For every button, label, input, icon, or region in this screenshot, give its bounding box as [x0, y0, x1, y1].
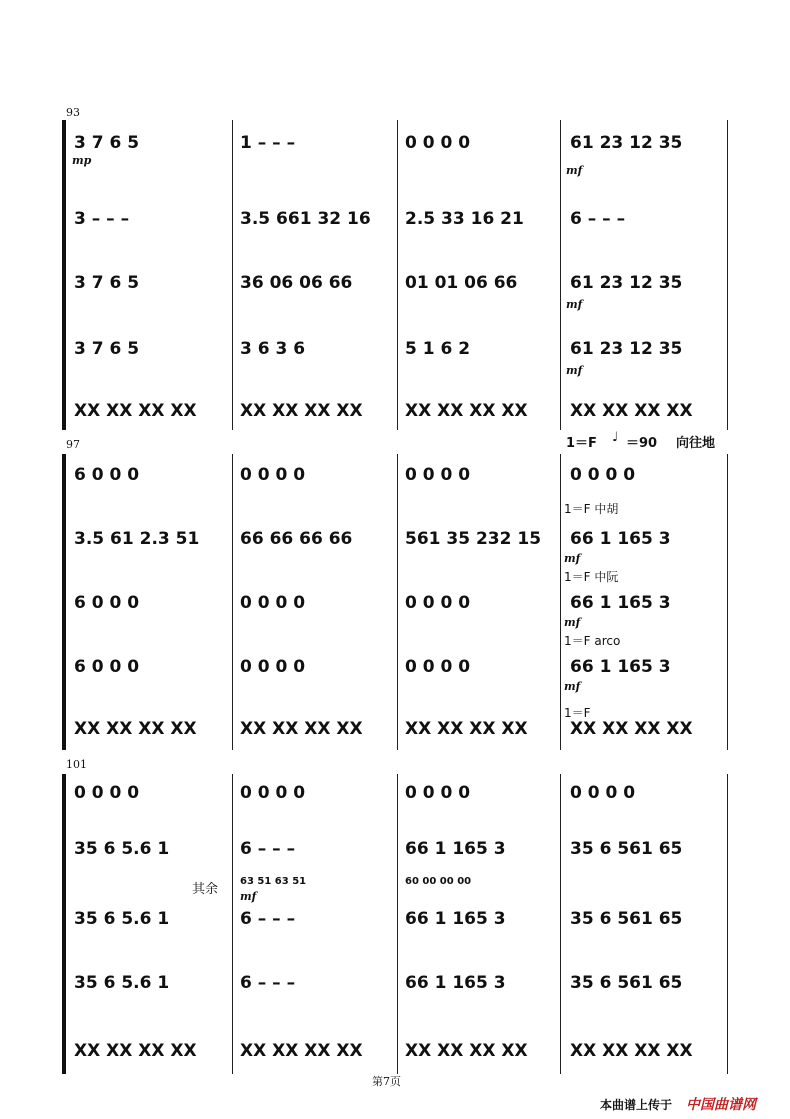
measure: XX XX XX XX	[570, 401, 693, 421]
measure: 01 01 06 66	[405, 273, 518, 293]
staff-row-3	[0, 570, 790, 629]
system-3	[0, 756, 790, 1076]
measure: 0 0 0 0	[570, 465, 636, 485]
measure: 61 23 12 35	[570, 133, 683, 153]
measure: 66 1 165 3	[570, 529, 671, 549]
measure: 66 1 165 3	[405, 839, 506, 859]
page-number: 第7页	[372, 1075, 401, 1088]
dynamic-mark: mf	[240, 890, 257, 903]
measure: 66 1 165 3	[405, 973, 506, 993]
measure: XX XX XX XX	[74, 1041, 197, 1061]
measure: 561 35 232 15	[405, 529, 542, 549]
dynamic-mark: mp	[72, 154, 92, 167]
measure: 0 0 0 0	[240, 657, 306, 677]
measure: 0 0 0 0	[570, 783, 636, 803]
measure: 6 0 0 0	[74, 465, 140, 485]
measure: 0 0 0 0	[405, 465, 471, 485]
staff-row-3	[0, 270, 790, 311]
staff-row-4	[0, 336, 790, 377]
dynamic-mark: mf	[566, 364, 583, 377]
measure: 0 0 0 0	[405, 657, 471, 677]
dynamic-mark: mf	[566, 298, 583, 311]
measure: 0 0 0 0	[405, 133, 471, 153]
measure: 3 7 6 5	[74, 273, 140, 293]
staff-row-2	[0, 206, 790, 232]
measure: 35 6 561 65	[570, 909, 683, 929]
instrument-label: 1＝F 中胡	[564, 502, 619, 516]
measure: 3.5 661 32 16	[240, 209, 371, 229]
staff-row-5	[0, 1038, 790, 1064]
measure: 0 0 0 0	[240, 593, 306, 613]
measure: 35 6 561 65	[570, 973, 683, 993]
measure: 0 0 0 0	[240, 465, 306, 485]
measure: 6 0 0 0	[74, 593, 140, 613]
measure: 3.5 61 2.3 51	[74, 529, 200, 549]
measure: 5 1 6 2	[405, 339, 471, 359]
upload-text: 本曲谱上传于	[600, 1098, 673, 1112]
measure: XX XX XX XX	[405, 1041, 528, 1061]
staff-row-2	[0, 836, 790, 862]
measure: 0 0 0 0	[74, 783, 140, 803]
measure: 61 23 12 35	[570, 339, 683, 359]
small-notation: 60 00 00 00	[405, 876, 472, 887]
measure: XX XX XX XX	[240, 719, 363, 739]
instrument-label: 1＝F arco	[564, 634, 621, 648]
measure: XX XX XX XX	[570, 1041, 693, 1061]
measure: 36 06 06 66	[240, 273, 353, 293]
measure: 0 0 0 0	[240, 783, 306, 803]
measure: XX XX XX XX	[240, 1041, 363, 1061]
key-signature: 1＝F	[566, 436, 597, 451]
measure-number: 93	[66, 106, 80, 119]
measure: 61 23 12 35	[570, 273, 683, 293]
measure: XX XX XX XX	[405, 401, 528, 421]
staff-row-4	[0, 634, 790, 693]
measure: 66 1 165 3	[405, 909, 506, 929]
measure: 0 0 0 0	[405, 783, 471, 803]
quarter-note-icon: ♩	[612, 430, 619, 445]
measure: 6 – – –	[570, 209, 626, 229]
measure: 3 7 6 5	[74, 339, 140, 359]
measure: 35 6 5.6 1	[74, 909, 170, 929]
measure: 66 1 165 3	[570, 593, 671, 613]
measure: 6 – – –	[240, 839, 296, 859]
measure: 2.5 33 16 21	[405, 209, 524, 229]
measure: 3 7 6 5	[74, 133, 140, 153]
others-label: 其余	[192, 882, 219, 897]
staff-row-1	[0, 462, 790, 488]
measure: 0 0 0 0	[405, 593, 471, 613]
staff-row-5	[0, 706, 790, 742]
key-label: 1＝F	[564, 706, 591, 720]
dynamic-mark: mf	[564, 552, 581, 565]
measure: XX XX XX XX	[74, 719, 197, 739]
staff-row-3	[0, 876, 790, 932]
site-name: 中国曲谱网	[686, 1097, 756, 1113]
measure: XX XX XX XX	[405, 719, 528, 739]
measure: 6 – – –	[240, 909, 296, 929]
tempo-marking: ＝90	[626, 436, 658, 451]
measure-number: 97	[66, 438, 80, 451]
dynamic-mark: mf	[564, 680, 581, 693]
measure: XX XX XX XX	[570, 719, 693, 739]
measure: 6 0 0 0	[74, 657, 140, 677]
expression-text: 向往地	[676, 436, 716, 451]
staff-row-5	[0, 398, 790, 424]
staff-row-4	[0, 970, 790, 996]
measure: 66 66 66 66	[240, 529, 353, 549]
site-logo[interactable]	[686, 1094, 756, 1114]
measure: 6 – – –	[240, 973, 296, 993]
small-notation: 63 51 63 51	[240, 876, 307, 887]
measure: XX XX XX XX	[240, 401, 363, 421]
measure: 35 6 5.6 1	[74, 973, 170, 993]
measure: 66 1 165 3	[570, 657, 671, 677]
measure: 35 6 5.6 1	[74, 839, 170, 859]
measure: 1 – – –	[240, 133, 296, 153]
dynamic-mark: mf	[566, 164, 583, 177]
staff-row-2	[0, 502, 790, 565]
system-1	[0, 100, 790, 430]
measure: 3 6 3 6	[240, 339, 306, 359]
measure: 3 – – –	[74, 209, 130, 229]
measure-number: 101	[66, 758, 87, 771]
dynamic-mark: mf	[564, 616, 581, 629]
measure: XX XX XX XX	[74, 401, 197, 421]
staff-row-1	[0, 780, 790, 806]
staff-row-1	[0, 130, 790, 177]
measure: 35 6 561 65	[570, 839, 683, 859]
system-2	[0, 430, 790, 750]
instrument-label: 1＝F 中阮	[564, 570, 619, 584]
